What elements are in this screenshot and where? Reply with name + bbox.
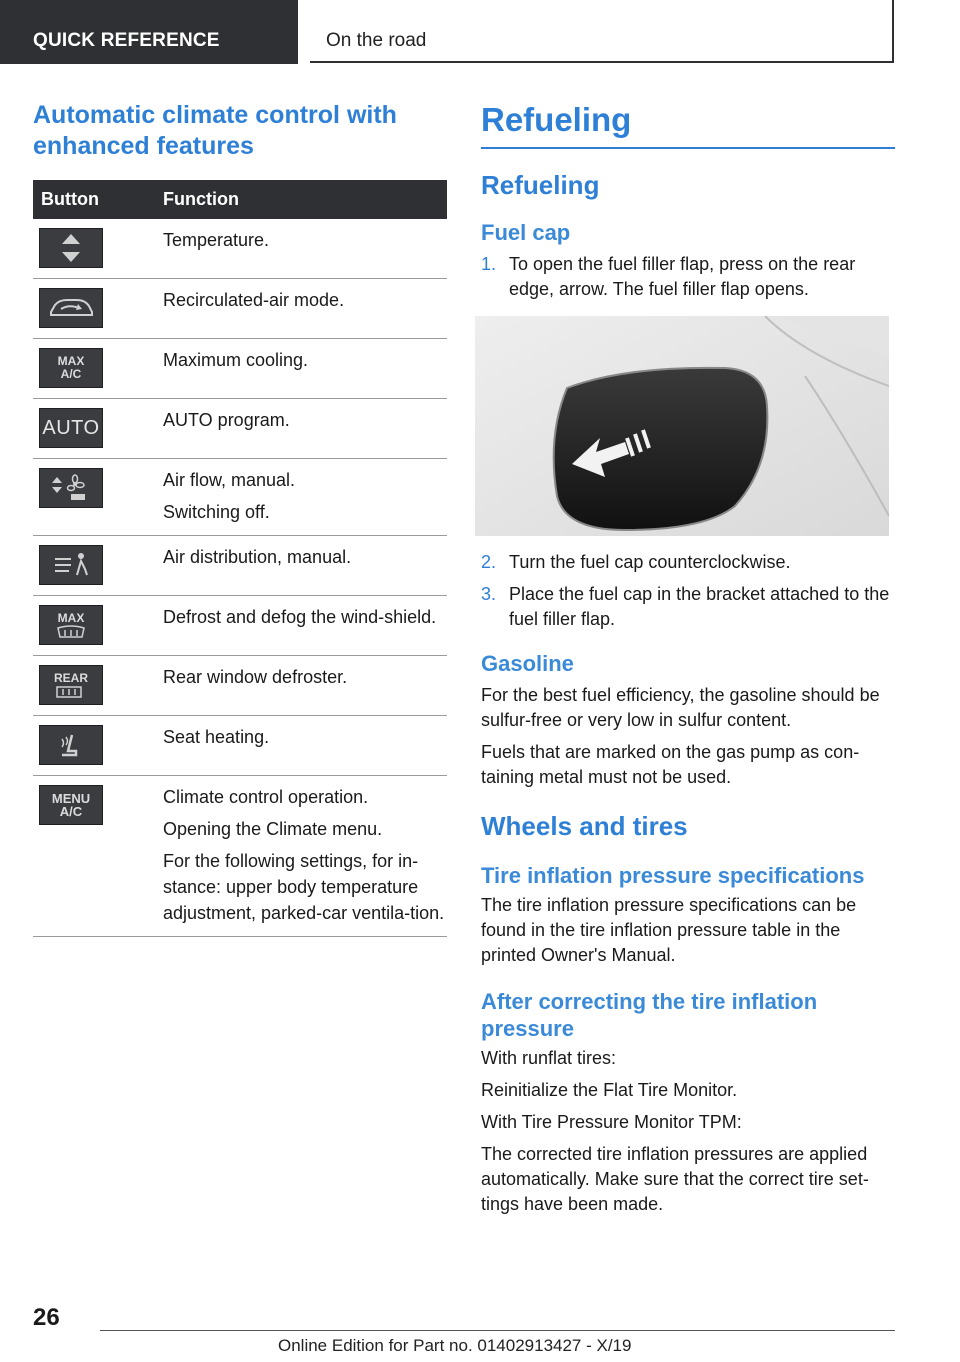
table-row (33, 219, 447, 279)
fuel-cap-steps (481, 252, 895, 302)
climate-button-table (33, 180, 447, 937)
temperature-arrows-icon (39, 228, 103, 268)
max-ac-icon (39, 348, 103, 388)
fan-off-icon (39, 468, 103, 508)
function-text: For the following settings, for in-stance: upper body temperature adjustment, parked-car ventila-tion. (163, 851, 445, 923)
fuel-cap-heading: Fuel cap (481, 220, 571, 245)
after-correcting-heading: After correcting the tire inflation pressure (481, 989, 818, 1041)
recirculated-air-icon (39, 288, 103, 328)
function-text: Switching off. (163, 502, 270, 522)
list-item: 1. To open the fuel filler flap, press on the rear edge, arrow. The fuel filler flap opens. (481, 254, 856, 299)
wheels-heading: Wheels and tires (481, 811, 688, 841)
gasoline-heading: Gasoline (481, 651, 574, 676)
header-chapter-label: On the road (326, 30, 427, 51)
function-text: Air flow, manual. (163, 470, 296, 490)
fuel-filler-flap-photo (475, 316, 889, 536)
function-text: Maximum cooling. (163, 350, 309, 370)
header-section-label: QUICK REFERENCE (33, 30, 220, 51)
function-text: Defrost and defog the wind-shield. (163, 607, 437, 627)
refueling-main-heading: Refueling (481, 100, 895, 149)
table-row (33, 339, 447, 399)
table-row (33, 596, 447, 656)
function-text: AUTO program. (163, 410, 290, 430)
footer-edition: Online Edition for Part no. 01402913427 - X/19 (278, 1336, 632, 1355)
air-distribution-icon (39, 545, 103, 585)
table-row (33, 536, 447, 596)
rear-defroster-icon (39, 665, 103, 705)
auto-icon (39, 408, 103, 448)
header-chapter-tab (310, 0, 894, 63)
after-text: With runflat tires: (481, 1048, 617, 1068)
auto-label: AUTO (42, 417, 100, 439)
table-row (33, 399, 447, 459)
function-text: Recirculated-air mode. (163, 290, 345, 310)
after-text: With Tire Pressure Monitor TPM: (481, 1112, 742, 1132)
function-text: Opening the Climate menu. (163, 819, 383, 839)
gasoline-text: For the best fuel efficiency, the gasoline should be sulfur-free or very low in sulfur content. (481, 685, 880, 730)
list-item: 2. Turn the fuel cap counterclockwise. (481, 552, 791, 572)
tire-spec-text: The tire inflation pressure specifications can be found in the tire inflation pressure table in the printed Owner's Manual. (481, 895, 857, 965)
function-text: Seat heating. (163, 727, 270, 747)
function-text: Rear window defroster. (163, 667, 348, 687)
tire-spec-heading: Tire inflation pressure specifications (481, 863, 865, 888)
menu-ac-icon (39, 785, 103, 825)
list-item: 3. Place the fuel cap in the bracket attached to the fuel filler flap. (481, 584, 890, 629)
gasoline-text: Fuels that are marked on the gas pump as con-taining metal must not be used. (481, 742, 860, 787)
after-text: The corrected tire inflation pressures are applied automatically. Make sure that the correct tire set-tings have been made. (481, 1144, 869, 1214)
fuel-cap-steps-continued (481, 550, 895, 632)
after-text: Reinitialize the Flat Tire Monitor. (481, 1080, 738, 1100)
table-row (33, 716, 447, 776)
refueling-subheading: Refueling (481, 170, 600, 200)
table-row (33, 656, 447, 716)
menu-ac-label: MENU A/C (51, 791, 91, 819)
seat-heating-icon (39, 725, 103, 765)
page-number: 26 (33, 1304, 60, 1331)
footer-divider (100, 1330, 895, 1331)
col-header-button: Button (33, 180, 163, 219)
header-section-tab (0, 0, 298, 64)
table-row (33, 776, 447, 937)
function-text: Air distribution, manual. (163, 547, 352, 567)
climate-heading: Automatic climate control with enhanced features (33, 101, 397, 160)
max-defrost-label: MAX (57, 610, 85, 625)
col-header-function: Function (163, 180, 447, 219)
refueling-column (481, 100, 895, 1224)
max-ac-label: MAX A/C (57, 354, 85, 381)
rear-defroster-label: REAR (53, 670, 88, 685)
table-row (33, 459, 447, 536)
function-text: Climate control operation. (163, 787, 369, 807)
function-text: Temperature. (163, 230, 270, 250)
table-row (33, 279, 447, 339)
max-defrost-icon (39, 605, 103, 645)
climate-column (33, 100, 447, 937)
